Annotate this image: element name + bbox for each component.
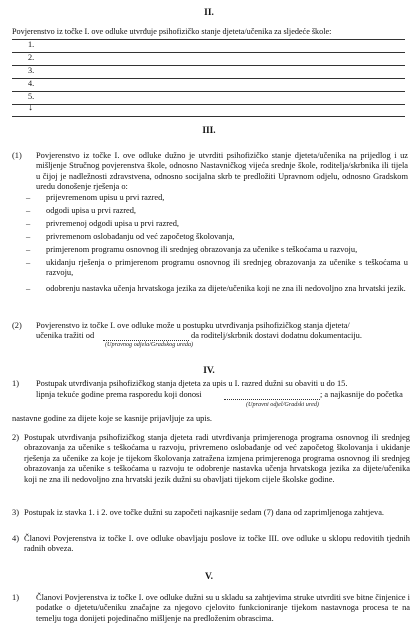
school-line-rule: [12, 52, 405, 53]
dash-bullet-icon: –: [26, 206, 31, 215]
item-number: 4): [12, 534, 19, 543]
dash-bullet-icon: –: [26, 245, 31, 254]
section-iv-item-2: Postupak utvrđivanja psihofizičkog stanja djeteta radi utvrđivanja primjerenoga programa osnovnog ili srednjeg obrazovanja za učenike s teškoćama u razvoju, privremeno oslobađanje od već započetog školovanja i ukidanje rješenja za učenike za koje je tijekom školovanja zatražena izmjena primjerenoga programa osnovnog ili srednjeg obrazovanja za učenike s teškoćama u razvoju te odobrenje nastavka učenja hrvatskoga jezika za dijete/učenika koji ne zna ili nedovoljno zna hrvatski jezik dužni su obavljati tijekom cijele školske godine.: [24, 433, 410, 484]
school-entry-2: 2.: [28, 53, 35, 62]
dash-bullet-icon: –: [26, 232, 31, 241]
school-line-rule: [12, 104, 405, 105]
item-number: 2): [12, 433, 19, 442]
school-line-rule: [12, 78, 405, 79]
dash-bullet-icon: –: [26, 219, 31, 228]
section-iii-paragraph-1: Povjerenstvo iz točke I. ove odluke dužno je utvrditi psihofizičko stanje djeteta/učenika na prijedlog i uz mišljenje Stručnog povjerenstva škole, odnosno Nastavničkog vijeća srednje škole, roditelja/skrbnika ili tijela u čijoj je nadležnosti zdravstvena, odnosno socijalna skrb te predložiti Upravnom odjelu, odnosno Gradskom uredu donošenje rješenja o:: [36, 151, 408, 192]
fill-in-caption: (Upravni odjel/Gradski ured): [246, 401, 319, 408]
dash-bullet-icon: –: [26, 258, 31, 267]
paragraph-number: (2): [12, 321, 22, 330]
dash-bullet-icon: –: [26, 193, 31, 202]
item-number: 3): [12, 508, 19, 517]
section-iv-item-4: Članovi Povjerenstva iz točke I. ove odluke obavljaju poslove iz točke III. ove odluke u sklopu redovitih tjednih radnih obveza.: [24, 534, 410, 554]
item-number: 1): [12, 593, 19, 602]
school-line-rule: [12, 39, 405, 40]
fill-in-caption: (Upravnog odjela/Gradskog ureda): [105, 341, 194, 348]
section-iii-paragraph-2-line-2b: da roditelj/skrbnik dostavi dodatnu dokumentaciju.: [191, 331, 362, 340]
school-line-rule: [12, 91, 405, 92]
down-arrow-icon: ↓: [28, 102, 33, 113]
section-iv-item-1-line-1: Postupak utvrđivanja psihofizičkog stanja djeteta za upis u I. razred dužni su obaviti u do 15.: [36, 379, 348, 388]
section-iv-item-1-line-3: nastavne godine za dijete koje se kasnije prijavljuje za upis.: [12, 414, 213, 423]
paragraph-number: (1): [12, 151, 22, 160]
dash-bullet-icon: –: [26, 284, 31, 293]
section-iii-paragraph-2-line-1: Povjerenstvo iz točke I. ove odluke može u postupku utvrđivanja psihofizičkog stanja djeteta/: [36, 321, 350, 330]
section-heading-ii: II.: [204, 8, 214, 18]
section-v-item-1: Članovi Povjerenstva iz točke I. ove odluke dužni su u skladu sa zahtjevima struke utvrditi sve bitne činjenice i podatke o djetetu/učeniku značajne za njegovo cjelovito funkcioniranje tijekom nastavnoga procesa te na temelju toga donijeti pojedinačno mišljenje na predloženim obrascima.: [36, 593, 410, 623]
school-line-rule: [12, 116, 405, 117]
section-iv-item-1-line-2a: lipnja tekuće godine prema rasporedu koji donosi: [36, 390, 202, 399]
school-line-rule: [12, 65, 405, 66]
section-iv-item-3: Postupak iz stavka 1. i 2. ove točke dužni su započeti najkasnije sedam (7) dana od zaprimljenoga zahtjeva.: [24, 508, 385, 517]
section-ii-intro: Povjerenstvo iz točke I. ove odluke utvrđuje psihofizičko stanje djeteta/učenika za sljedeće škole:: [12, 27, 332, 36]
section-heading-v: V.: [205, 572, 213, 582]
school-entry-4: 4.: [28, 79, 35, 88]
item-number: 1): [12, 379, 19, 388]
fill-in-blank: [224, 399, 320, 400]
school-entry-5: 5.: [28, 92, 35, 101]
document-page: II. Povjerenstvo iz točke I. ove odluke utvrđuje psihofizičko stanje djeteta/učenika za sljedeće škole: 1. 2. 3. 4. 5. ↓ III. (1) Povjerenstvo iz točke I. ove odluke dužno je utvrditi psihofizičko stanje djeteta/učenika na prijedlog i uz mišljenje Stručnog povjerenstva škole, odnosno Nastavničkog vijeća srednje škole, roditelja/skrbnika ili tijela u čijoj je nadležnosti zdravstvena, odnosno socijalna skrb te predložiti Upravnom odjelu, odnosno Gradskom uredu donošenje rješenja o: – prijevremenom upisu u prvi razred, – odgodi upisa u prvi razred, – privremenoj odgodi upisa u prvi razred, – privremenom oslobađanju od već započetog školovanja, – primjerenom programu osnovnog ili srednjeg obrazovanja za učenike s teškoćama u razvoju, – ukidanju rješenja o primjerenom programu osnovnog ili srednjeg obrazovanja za učenike s teškoćama u razvoju, – odobrenju nastavka učenja hrvatskoga jezika za dijete/učenika koji ne zna ili nedovoljno zna hrvatski jezik. (2) Povjerenstvo iz točke I. ove odluke može u postupku utvrđivanja psihofizičkog stanja djeteta/ učenika tražiti od da roditelj/skrbnik dostavi dodatnu dokumentaciju. (Upravnog odjela/Gradskog ureda) IV. 1) Postupak utvrđivanja psihofizičkog stanja djeteta za upis u I. razred dužni su obaviti u do 15. lipnja tekuće godine prema rasporedu koji donosi ; a najkasnije do početka (Upravni odjel/Gradski ured) nastavne godine za dijete koje se kasnije prijavljuje za upis. 2) Postupak utvrđivanja psihofizičkog stanja djeteta radi utvrđivanja primjerenoga programa osnovnog ili srednjeg obrazovanja za učenike s teškoćama u razvoju, privremeno oslobađanje od već započetog školovanja i ukidanje rješenja za učenike za koje je tijekom školovanja zatražena izmjena primjerenoga programa osnovnog ili srednjeg obrazovanja za učenike s teškoćama u razvoju te odobrenje nastavka učenja hrvatskoga jezika za dijete/učenika koji ne zna ili nedovoljno zna hrvatski jezik dužni su obavljati tijekom cijele školske godine. 3) Postupak iz stavka 1. i 2. ove točke dužni su započeti najkasnije sedam (7) dana od zaprimljenoga zahtjeva. 4) Članovi Povjerenstva iz točke I. ove odluke obavljaju poslove iz točke III. ove odluke u sklopu redovitih tjednih radnih obveza. V. 1) Članovi Povjerenstva iz točke I. ove odluke dužni su u skladu sa zahtjevima struke utvrditi sve bitne činjenice i podatke o djetetu/učeniku značajne za njegovo cjelovito funkcioniranje tijekom nastavnoga procesa te na temelju toga donijeti pojedinačno mišljenje na predloženim obrascima.: [0, 0, 418, 631]
school-entry-3: 3.: [28, 66, 35, 75]
section-iii-paragraph-2-line-2a: učenika tražiti od: [36, 331, 95, 340]
section-heading-iv: IV.: [203, 366, 215, 376]
section-heading-iii: III.: [202, 126, 216, 136]
section-iv-item-1-line-2b: ; a najkasnije do početka: [320, 390, 403, 399]
school-entry-1: 1.: [28, 40, 35, 49]
